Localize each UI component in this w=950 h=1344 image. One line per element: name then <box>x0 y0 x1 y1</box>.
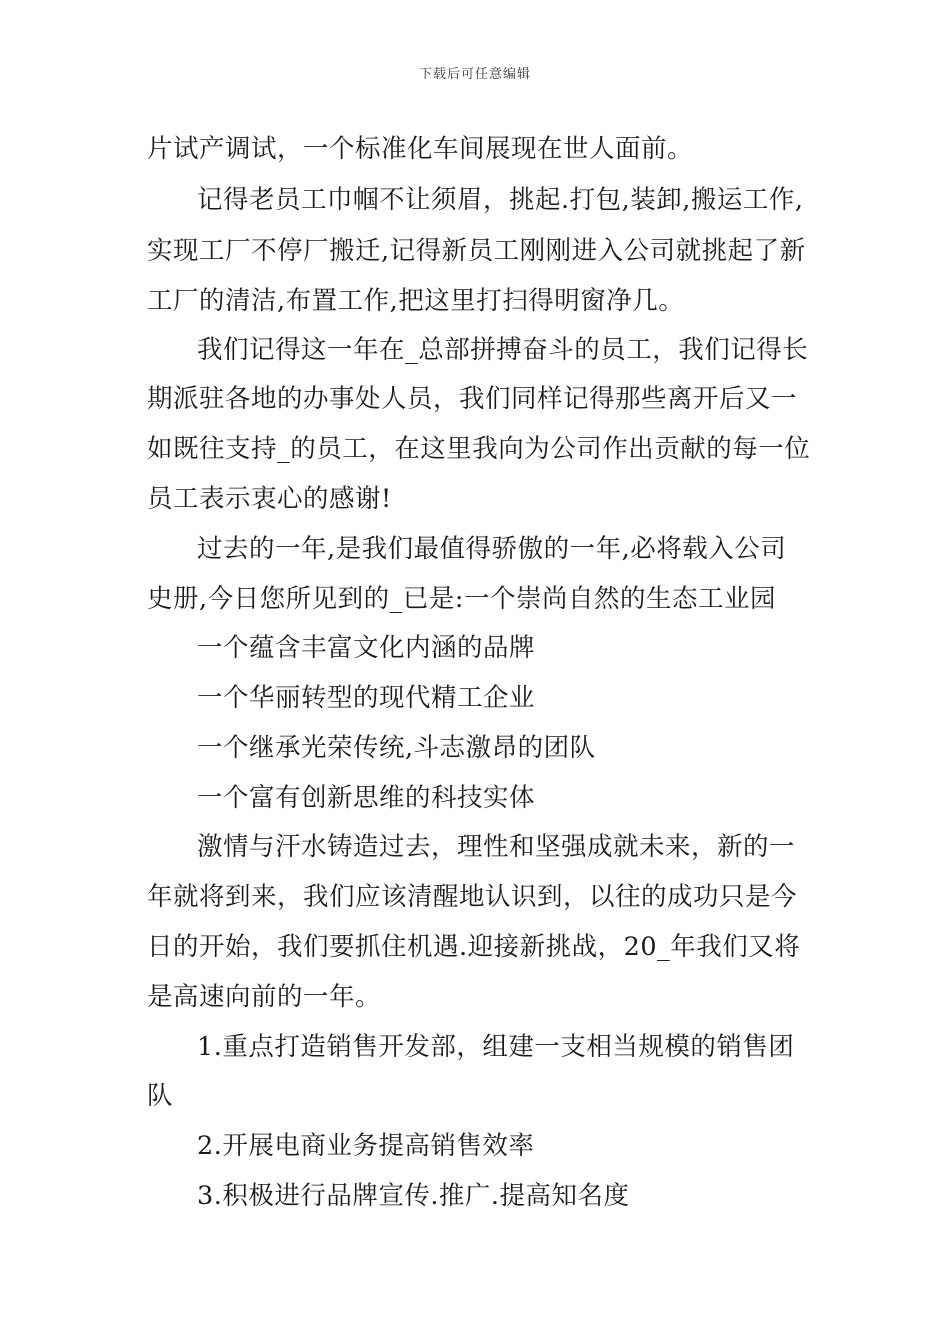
paragraph-line: 如既往支持_的员工，在这里我向为公司作出贡献的每一位 <box>147 434 811 464</box>
paragraph-line: 片试产调试，一个标准化车间展现在世人面前。 <box>147 134 694 164</box>
paragraph-line: 年就将到来，我们应该清醒地认识到，以往的成功只是今 <box>147 882 798 912</box>
list-item: 2.开展电商业务提高销售效率 <box>197 1131 535 1161</box>
paragraph-line: 是高速向前的一年。 <box>147 982 382 1012</box>
paragraph-line: 日的开始，我们要抓住机遇.迎接新挑战，20_年我们又将 <box>147 932 801 962</box>
paragraph-line: 一个富有创新思维的科技实体 <box>197 783 536 813</box>
paragraph-line: 实现工厂不停厂搬迁,记得新员工刚刚进入公司就挑起了新 <box>147 236 806 266</box>
paragraph-line: 我们记得这一年在_总部拼搏奋斗的员工，我们记得长 <box>197 335 809 365</box>
list-item-continuation: 队 <box>147 1081 174 1111</box>
paragraph-line: 期派驻各地的办事处人员，我们同样记得那些离开后又一 <box>147 384 798 414</box>
paragraph-line: 员工表示衷心的感谢! <box>147 484 392 514</box>
paragraph-line: 一个继承光荣传统,斗志激昂的团队 <box>197 733 596 763</box>
list-item: 1.重点打造销售开发部，组建一支相当规模的销售团 <box>197 1032 795 1062</box>
paragraph-line: 史册,今日您所见到的_已是:一个崇尚自然的生态工业园 <box>147 584 776 614</box>
paragraph-line: 一个蕴含丰富文化内涵的品牌 <box>197 633 536 663</box>
paragraph-line: 激情与汗水铸造过去，理性和坚强成就未来，新的一 <box>197 832 796 862</box>
paragraph-line: 工厂的清洁,布置工作,把这里打扫得明窗净几。 <box>147 286 685 316</box>
paragraph-line: 过去的一年,是我们最值得骄傲的一年,必将载入公司 <box>197 534 787 564</box>
paragraph-line: 一个华丽转型的现代精工企业 <box>197 683 536 713</box>
paragraph-line: 记得老员工巾帼不让须眉，挑起.打包,装卸,搬运工作, <box>197 185 804 215</box>
page-header: 下载后可任意编辑 <box>418 67 531 82</box>
list-item: 3.积极进行品牌宣传.推广.提高知名度 <box>197 1181 630 1211</box>
